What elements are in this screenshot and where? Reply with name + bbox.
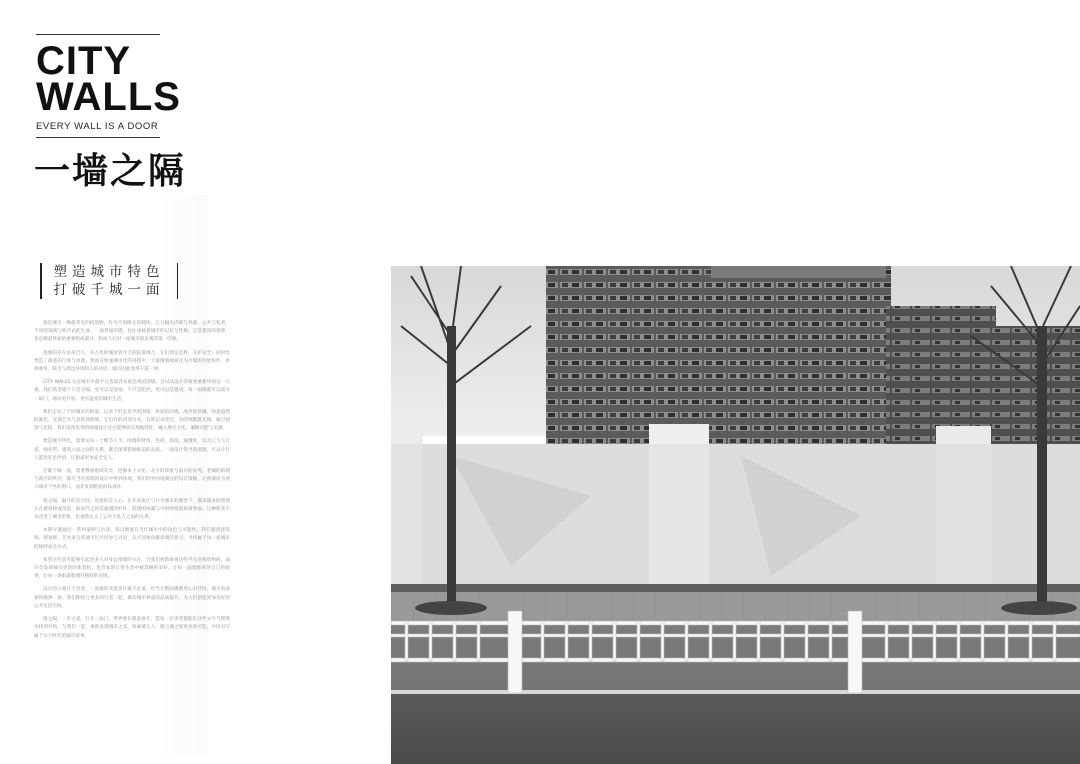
body-paragraph: 围墙的存在由来已久，从古代的城垣到今天的院落围合，它们划定边界，守护安全，同时也塑造了街巷的尺度与氛围。然而在快速城市化的进程中，大量围墙被简化为冷漠的功能构件，单调重复，缺乏与周边环境和人的对话，城市因此变得千篇一律。 — [34, 350, 230, 373]
brand-title — [36, 39, 181, 119]
sidewalk — [391, 592, 1080, 622]
street-wall-photo — [391, 266, 1080, 764]
body-paragraph: 设计的力量在于改变。一面墙的改造也许微不足道，但当无数面墙被用心对待时，城市的面貌将焕然一新。我们期待与更多同行者一起，推动城市界面的品质提升，为人们创造更加美好的公共生活空间。 — [34, 587, 230, 609]
building-center — [706, 266, 891, 446]
brand-block — [36, 34, 181, 138]
brand-title-line2: WALLS — [36, 75, 181, 119]
brand-bottom-rule — [36, 137, 160, 138]
building-left — [546, 266, 711, 446]
slogan-line-1: 塑造城市特色 — [53, 264, 165, 280]
body-paragraph: 希望这些思考能够引起更多人对身边围墙的关注。当我们重新审视这些平凡的构筑物时，或许会发现城市更新的新契机，也会发现日常生活中被忽略的美好。让每一面墙都讲述自己的故事，让每一条街道都拥有独特的表情。 — [34, 557, 230, 580]
building-far-right — [991, 326, 1080, 446]
body-text — [34, 320, 230, 646]
photo-illustration — [391, 266, 1080, 764]
chinese-title: 一墙之隔 — [34, 151, 187, 192]
building-right — [886, 306, 996, 446]
brand-title-line1: CITY — [36, 39, 132, 83]
slogan-line-2: 打破千城一面 — [53, 282, 165, 298]
slogan-box — [40, 263, 178, 299]
grass-strip — [391, 584, 1080, 592]
body-paragraph: 墙之隔，隔开的是空间，连接的是人心。在开放街区与共享城市的理念下，越来越多的围墙正在被拆除或改造，取而代之的是通透的栏杆、低矮的绿篱与可供停留的座椅界面。这种转变不仅改善了城市形象，也重新定义了公共与私人之间的关系。 — [34, 498, 230, 521]
road-marking — [391, 690, 1080, 694]
brand-top-rule — [36, 34, 160, 35]
body-paragraph: 塑造城市特色，需要从每一个细节入手。围墙的材料、色彩、高度、通透度，以及它与人行道、绿化带、建筑立面之间的关系，都会深刻影响街道的品质。一面设计得当的围墙，可以让行人愿意驻足停留，让街道更加安全宜人。 — [34, 439, 230, 461]
slogan-left-bar — [40, 263, 42, 299]
slogan-right-bar — [177, 263, 179, 299]
body-paragraph: 墙之隔，一步之遥。打开一扇门，世界便在眼前展开。愿每一位读者都能在这些文字与图像中找到共鸣，与我们一起，重新发现城市之美，探索墙与人、墙与城之间更多的可能，共同书写属于这个时代的城市故事。 — [34, 617, 230, 639]
body-paragraph: CITY WALLS 关注城市中最平凡也最容易被忽视的围墙，尝试从设计的角度重新审视这一元素。我们希望墙不只是分隔，更可以是连接；不只是阻挡，更可以是邀请。每一面墙都可以成为一扇门，通向更开放、更有温度的城市生活。 — [34, 380, 230, 402]
brand-tagline: EVERY WALL IS A DOOR — [36, 121, 159, 132]
body-paragraph: 墙是城市一种最常见的构筑物，作为空间限定的载体，它分隔出内部与外部，公共与私密，不同的领域与秩序由此生成。一面普通的墙，往往承载着城市的记忆与性格，它是建筑的延伸，也是街道界面的重要组成部分，构成人们对一座城市最直观的第一印象。 — [34, 321, 230, 343]
body-paragraph: 本期专题通过一系列案例与访谈，探讨围墙在当代城市中的角色与可能性。我们邀请建筑师、规划师、艺术家与普通市民共同参与讨论，从不同视角解读墙的意义，寻找属于每一座城市的独特表达方式。 — [34, 528, 230, 550]
body-paragraph: 打破千城一面，需要尊重地域差异，挖掘本土文化。北方的厚重与南方的灵秀，老城的肌理与新区的秩序，都应当在围墙的设计中得到体现。我们倡导因地制宜的设计策略，让围墙成为展示城市个性的窗口，而非复制粘贴的标准件。 — [34, 469, 230, 491]
body-paragraph: 我们走访了不同城市的街道，记录下形态各异的围墙：斑驳的旧墙、冰冷的铁栅、绿意盎然的篱笆、充满艺术气息的涂鸦墙。它们有的讲述历史，有的记录变迁，有的则默默无闻。通过观察与比较，我们发现优秀的围墙设计往往能够回应场地特征，融入地方文化，兼顾功能与美感。 — [34, 409, 230, 432]
